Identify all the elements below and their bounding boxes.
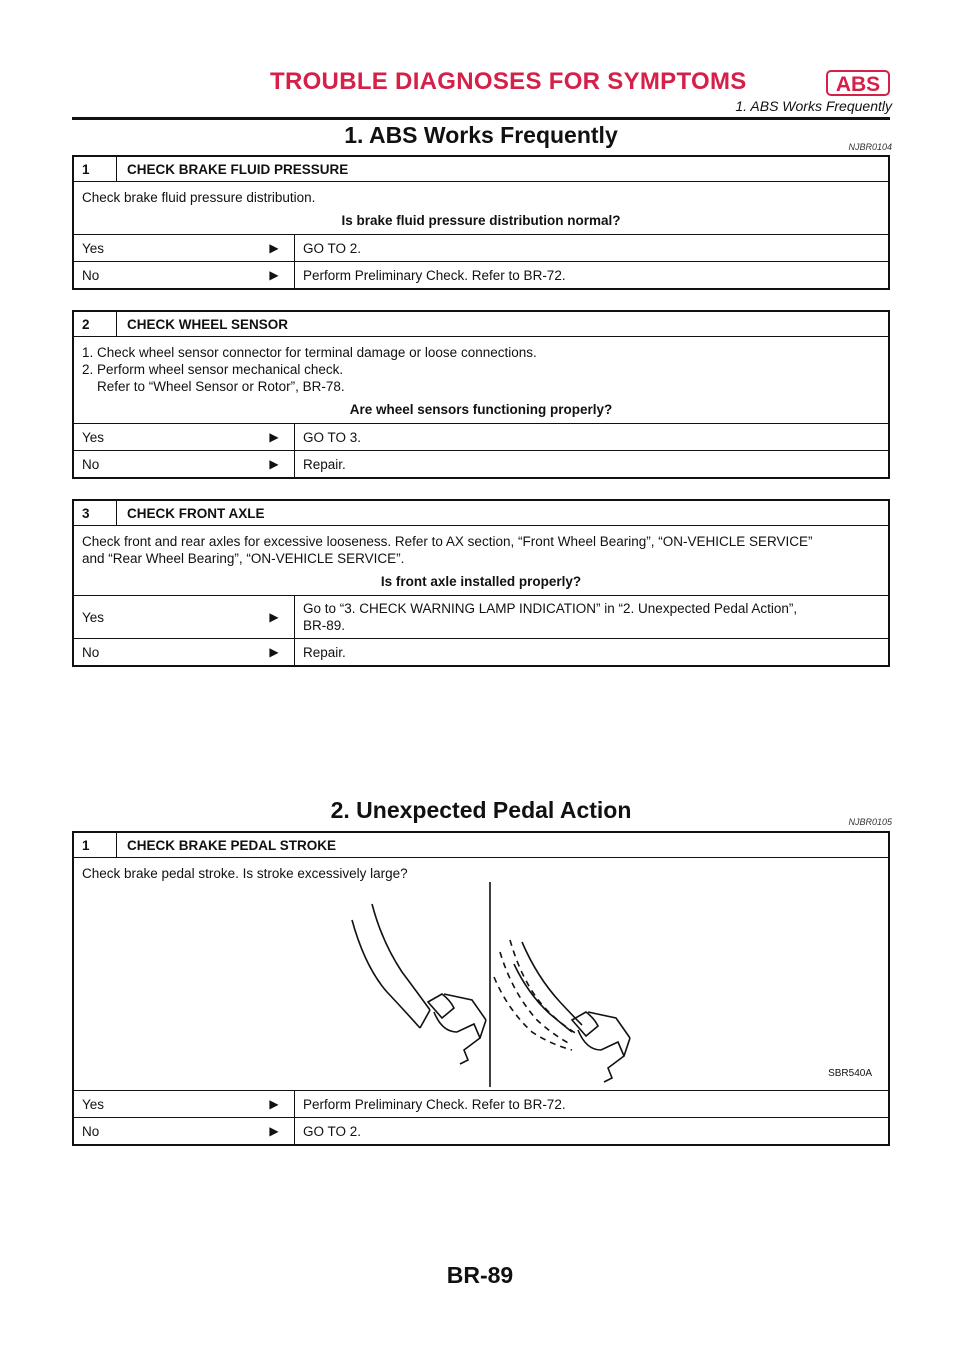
result-action: GO TO 2. (303, 1123, 362, 1139)
step-title: CHECK FRONT AXLE (127, 505, 265, 521)
figure-code: SBR540A (828, 1068, 872, 1079)
step-text: Check brake fluid pressure distribution. (82, 190, 316, 205)
diagnostic-step-box (72, 155, 890, 290)
result-label: No (82, 1123, 100, 1139)
pedal-stroke-figure (82, 882, 882, 1090)
section-header-subtitle: 1. ABS Works Frequently (735, 98, 892, 114)
result-action: GO TO 2. (303, 240, 362, 256)
step-title: CHECK WHEEL SENSOR (127, 316, 289, 332)
result-action: Repair. (303, 644, 346, 660)
result-row-no (74, 1118, 888, 1144)
result-row-no (74, 639, 888, 665)
result-action: Perform Preliminary Check. Refer to BR-72. (303, 267, 566, 283)
step-text: Check brake pedal stroke. Is stroke excessively large? (82, 866, 408, 881)
arrow-right-icon: ▶ (254, 262, 295, 288)
step-header (74, 157, 888, 182)
section-code: NJBR0104 (848, 142, 892, 152)
arrow-right-icon: ▶ (254, 424, 295, 450)
section-code: NJBR0105 (848, 817, 892, 827)
step-title: CHECK BRAKE FLUID PRESSURE (127, 161, 349, 177)
result-label: No (82, 644, 100, 660)
arrow-right-icon: ▶ (254, 451, 295, 477)
step-header (74, 833, 888, 858)
step-question: Is brake fluid pressure distribution normal? (341, 213, 621, 228)
step-text: and “Rear Wheel Bearing”, “ON-VEHICLE SERVICE”. (82, 551, 405, 566)
arrow-right-icon: ▶ (254, 1118, 295, 1144)
arrow-right-icon: ▶ (254, 1091, 295, 1117)
result-action: Perform Preliminary Check. Refer to BR-72. (303, 1096, 566, 1112)
header-rule (72, 117, 890, 120)
step-number: 2 (74, 312, 117, 336)
step-number: 1 (74, 157, 117, 181)
step-question: Is front axle installed properly? (380, 574, 582, 589)
step-question: Are wheel sensors functioning properly? (349, 402, 613, 417)
result-action: GO TO 3. (303, 429, 362, 445)
arrow-right-icon: ▶ (254, 235, 295, 261)
result-label: Yes (82, 609, 105, 625)
step-title: CHECK BRAKE PEDAL STROKE (127, 837, 337, 853)
diagnostic-step-box (72, 831, 890, 1146)
step-body (74, 182, 888, 235)
step-text: 1. Check wheel sensor connector for terminal damage or loose connections. (82, 345, 537, 360)
page-number: BR-89 (446, 1262, 514, 1288)
arrow-right-icon: ▶ (254, 596, 295, 638)
step-text: Refer to “Wheel Sensor or Rotor”, BR-78. (82, 379, 345, 394)
brake-pedal-illustration (82, 882, 880, 1090)
result-action: Go to “3. CHECK WARNING LAMP INDICATION” in “2. Unexpected Pedal Action”, BR-89. (303, 601, 798, 633)
step-body (74, 337, 888, 424)
arrow-right-icon: ▶ (254, 639, 295, 665)
result-label: Yes (82, 1096, 105, 1112)
abs-badge: ABS (826, 70, 890, 96)
result-label: Yes (82, 429, 105, 445)
diagnostic-step-box (72, 499, 890, 667)
section-title: 1. ABS Works Frequently (344, 122, 618, 148)
section-title: 2. Unexpected Pedal Action (330, 797, 632, 823)
step-body (74, 858, 888, 1091)
section-header-title: TROUBLE DIAGNOSES FOR SYMPTOMS (270, 68, 747, 95)
step-text: 2. Perform wheel sensor mechanical check. (82, 362, 344, 377)
step-header (74, 312, 888, 337)
result-row-yes (74, 424, 888, 451)
result-action: Repair. (303, 456, 346, 472)
step-number: 3 (74, 501, 117, 525)
step-header (74, 501, 888, 526)
result-row-yes (74, 235, 888, 262)
result-row-no (74, 451, 888, 477)
result-label: Yes (82, 240, 105, 256)
step-text: Check front and rear axles for excessive looseness. Refer to AX section, “Front Wheel Bearing”, “ON-VEHICLE SERVICE” (82, 534, 813, 549)
result-row-yes (74, 596, 888, 639)
diagnostic-step-box (72, 310, 890, 479)
result-row-no (74, 262, 888, 288)
result-label: No (82, 456, 100, 472)
result-label: No (82, 267, 100, 283)
step-body (74, 526, 888, 596)
result-row-yes (74, 1091, 888, 1118)
step-number: 1 (74, 833, 117, 857)
